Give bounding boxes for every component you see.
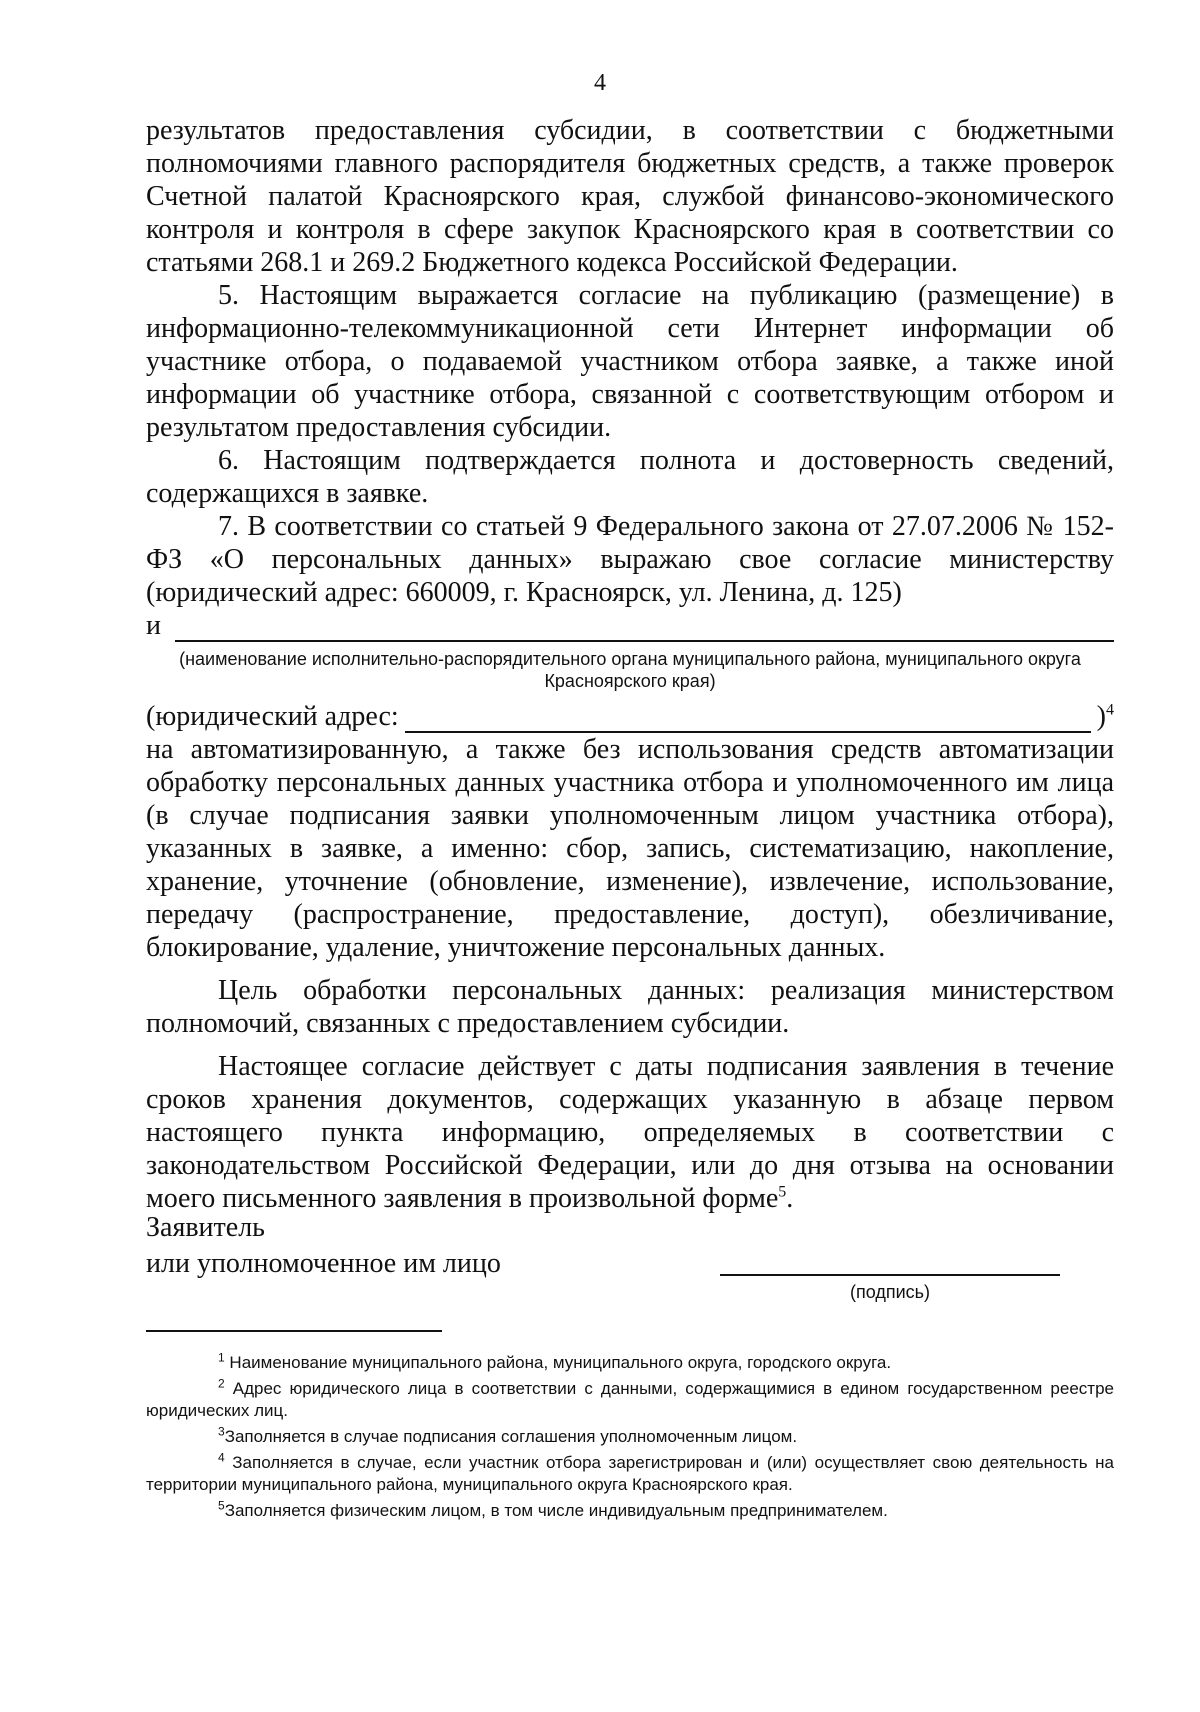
footnote-1: $^1$ Наименование муниципального района, муниципального округа, городского округа.	[218, 1350, 892, 1372]
paragraph-5: 5. Настоящим выражается согласие на публикацию (размещение) в информационно-телекоммуникационной сети Интернет информации об участнике отбора, о подаваемой участником отбора заявке, а также иной информации об участнике отбора, связанной с соответствующим отбором и результатом предоставления субсидии.	[146, 280, 1114, 443]
footnote-ref-4: 4	[1106, 701, 1114, 719]
authority-name-caption: (наименование исполнительно-распорядительного органа муниципального района, муниципального округа Красноярского края)	[179, 649, 1081, 691]
address-label: (юридический адрес:	[146, 701, 399, 732]
signature-caption: (подпись)	[849, 1282, 931, 1302]
and-label: и	[146, 610, 161, 641]
footnote-2: $^2$ Адрес юридического лица в соответствии с данными, содержащимися в едином государственном реестре юридических лиц.	[146, 1376, 1114, 1420]
purpose-paragraph: Цель обработки персональных данных: реализация министерством полномочий, связанных с предоставлением субсидии.	[146, 975, 1114, 1039]
page-number: 4	[594, 70, 606, 96]
signature-block	[146, 1210, 1114, 1282]
footnote-separator	[146, 1330, 442, 1332]
document-body	[146, 114, 1114, 1215]
footnote-ref-5: 5	[778, 1183, 787, 1201]
representative-label: или уполномоченное им лицо	[146, 1248, 501, 1279]
footnote-5: $^5$Заполняется физическим лицом, в том числе индивидуальным предпринимателем.	[218, 1498, 888, 1520]
signature-field[interactable]	[720, 1274, 1060, 1276]
paragraph-continuation: результатов предоставления субсидии, в соответствии с бюджетными полномочиями главного распорядителя бюджетных средств, а также проверок Счетной палатой Красноярского края, службой финансово-экономического контроля и контроля в сфере закупок Красноярского края в соответствии со статьями 268.1 и 269.2 Бюджетного кодекса Российской Федерации.	[146, 115, 1114, 278]
paragraph-7-rest: на автоматизированную, а также без использования средств автоматизации обработку персональных данных участника отбора и уполномоченного им лица (в случае подписания заявки уполномоченным лицом участника отбора), указанных в заявке, а именно: сбор, запись, систематизацию, накопление, хранение, уточнение (обновление, изменение), извлечение, использование, передачу (распространение, предоставление, доступ), обезличивание, блокирование, удаление, уничтожение персональных данных.	[146, 734, 1114, 963]
validity-paragraph: Настоящее согласие действует с даты подписания заявления в течение сроков хранения документов, содержащих указанную в абзаце первом настоящего пункта информацию, определяемых в соответствии с законодательством Российской Федерации, или до дня отзыва на основании моего письменного заявления в произвольной форме$^5$.	[146, 1051, 1114, 1214]
address-close: )$^4$	[1096, 701, 1114, 732]
footnote-3: $^3$Заполняется в случае подписания соглашения уполномоченным лицом.	[218, 1424, 798, 1446]
authority-name-row	[146, 609, 1114, 642]
paragraph-6: 6. Настоящим подтверждается полнота и достоверность сведений, содержащихся в заявке.	[146, 445, 1114, 509]
authority-address-row	[146, 700, 1114, 733]
paragraph-7: 7. В соответствии со статьей 9 Федерального закона от 27.07.2006 № 152-ФЗ «О персональных данных» выражаю свое согласие министерству (юридический адрес: 660009, г. Красноярск, ул. Ленина, д. 125)	[146, 511, 1114, 608]
footnotes	[146, 1352, 1114, 1526]
applicant-label: Заявитель	[146, 1212, 265, 1243]
authority-address-field[interactable]	[405, 707, 1091, 733]
footnote-4: $^4$ Заполняется в случае, если участник отбора зарегистрирован и (или) осуществляет свою деятельность на территории муниципального района, муниципального округа Красноярского края.	[146, 1450, 1114, 1494]
authority-name-field[interactable]	[175, 616, 1114, 642]
